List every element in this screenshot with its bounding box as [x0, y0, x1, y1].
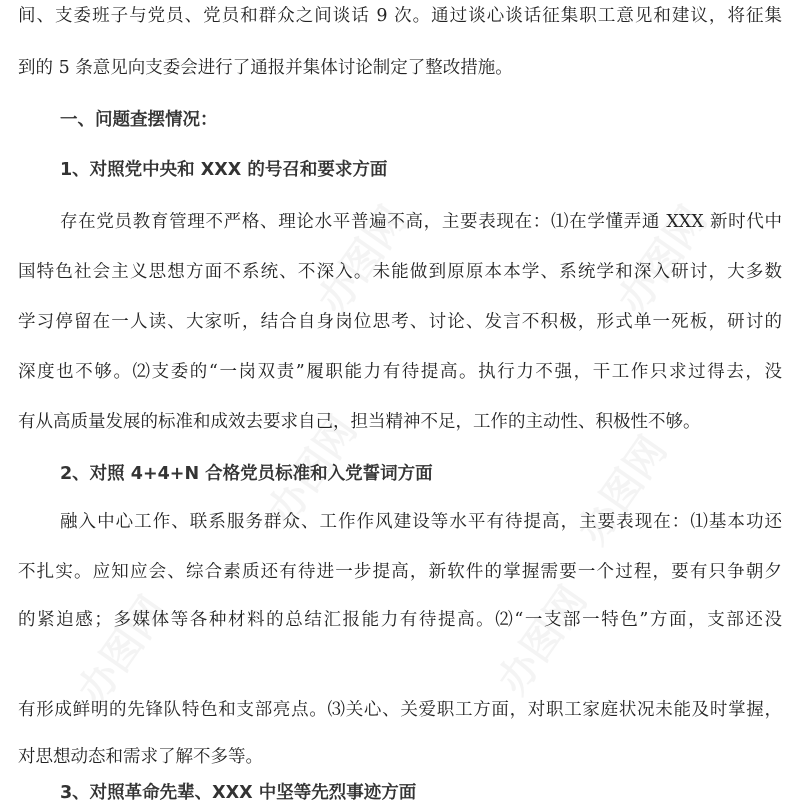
paragraph-line: 融入中心工作、联系服务群众、工作作风建设等水平有待提高，主要表现在：⑴基本功还: [60, 512, 782, 532]
paragraph-line: 到的 5 条意见向支委会进行了通报并集体讨论制定了整改措施。: [18, 58, 513, 78]
paragraph-line: 学习停留在一人读、大家听，结合自身岗位思考、讨论、发言不积极，形式单一死板，研讨的: [18, 312, 782, 332]
section-heading: 一、问题查摆情况：: [60, 110, 218, 130]
paragraph-line: 国特色社会主义思想方面不系统、不深入。未能做到原原本本学、系统学和深入研讨，大多数: [18, 262, 782, 282]
paragraph-line: 深度也不够。⑵支委的“一岗双责”履职能力有待提高。执行力不强，干工作只求过得去，没: [18, 362, 782, 382]
watermark-text: [482, 573, 598, 704]
paragraph-line: 不扎实。应知应会、综合素质还有待进一步提高，新软件的掌握需要一个过程，要有只争朝夕: [18, 562, 782, 582]
watermark-text: [62, 583, 178, 714]
paragraph-line: 的紧迫感；多媒体等各种材料的总结汇报能力有待提高。⑵“一支部一特色”方面，支部还没: [18, 610, 782, 630]
paragraph-line: 间、支委班子与党员、党员和群众之间谈话 9 次。通过谈心谈话征集职工意见和建议，将征集: [18, 6, 782, 26]
subsection-heading: 2、对照 4+4+N 合格党员标准和入党誓词方面: [60, 464, 433, 484]
paragraph-line: 有从高质量发展的标准和成效去要求自己，担当精神不足，工作的主动性、积极性不够。: [18, 412, 701, 432]
subsection-heading: 3、对照革命先辈、XXX 中坚等先烈事迹方面: [60, 783, 417, 803]
paragraph-line: 对思想动态和需求了解不多等。: [18, 747, 263, 767]
subsection-heading: 1、对照党中央和 XXX 的号召和要求方面: [60, 160, 388, 180]
paragraph-line: 有形成鲜明的先锋队特色和支部亮点。⑶关心、关爱职工方面，对职工家庭状况未能及时掌握，: [18, 700, 782, 720]
paragraph-line: 存在党员教育管理不严格、理论水平普遍不高，主要表现在：⑴在学懂弄通 XXX 新时代中: [60, 212, 782, 232]
watermark-text: [562, 423, 678, 554]
